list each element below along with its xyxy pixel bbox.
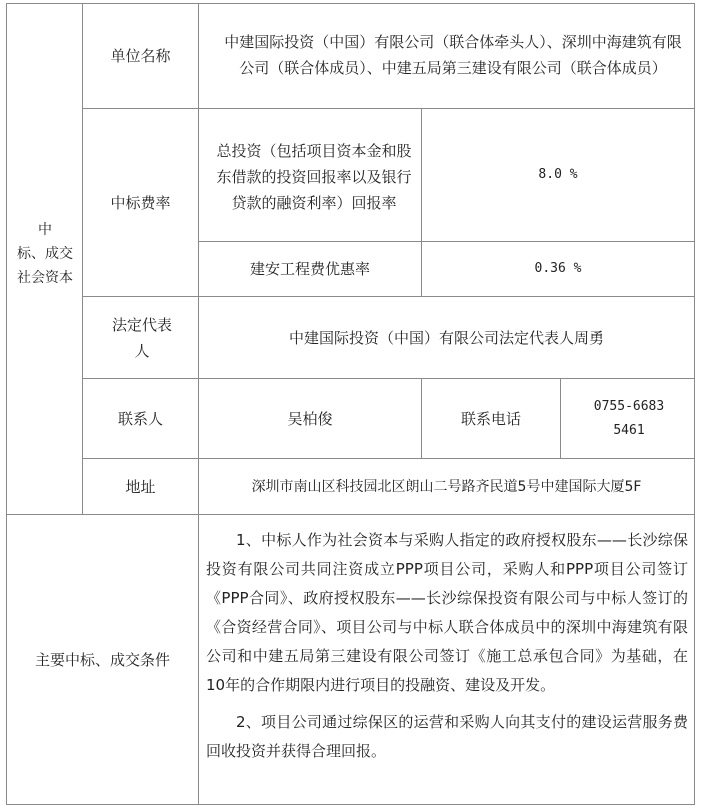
address-value: 深圳市南山区科技园北区朗山二号路齐民道5号中建国际大厦5F <box>251 478 642 495</box>
unit-name-value: 中建国际投资（中国）有限公司（联合体牵头人）、深圳中海建筑有限公司（联合体成员）、中建五局第三建设有限公司（联合体成员） <box>224 33 682 77</box>
total-investment-return-value: 8.0 % <box>538 167 578 182</box>
bid-rate-label: 中标费率 <box>110 193 171 212</box>
condition-paragraph-2: 2、项目公司通过综保区的运营和采购人向其支付的建设运营服务费回收投资并获得合理回报。 <box>206 713 688 760</box>
contact-name: 吴柏俊 <box>287 409 333 428</box>
table-border-bottom <box>6 804 695 805</box>
unit-name-label: 单位名称 <box>110 47 171 65</box>
construction-discount-label: 建安工程费优惠率 <box>249 260 370 278</box>
condition-paragraph-1: 1、中标人作为社会资本与采购人指定的政府授权股东——长沙综保投资有限公司共同注资成立PPP项目公司，采购人和PPP项目公司签订《PPP合同》、政府授权股东——长沙综保投资有限公司与中标人签订的《合资经营合同》、项目公司与中标人联合体成员中的深圳中海建筑有限公司和中建五局第三建设有限公司签订《施工总承包合同》为基础，在10年的合作期限内进行项目的投融资、建设及开发。 <box>206 531 688 694</box>
main-conditions-text <box>206 526 688 766</box>
phone-value: 0755-66835461 <box>593 398 665 438</box>
construction-discount-value: 0.36 % <box>534 261 582 276</box>
phone-label: 联系电话 <box>460 409 521 428</box>
address-label: 地址 <box>125 477 156 496</box>
main-conditions-label: 主要中标、成交条件 <box>34 650 170 669</box>
legal-rep-label: 法定代表人 <box>112 315 173 360</box>
table-border-right <box>694 3 695 805</box>
col-divider-contact-2 <box>560 378 561 459</box>
total-investment-return-label: 总投资（包括项目资本金和股东借款的投资回报率以及银行贷款的融资利率）回报率 <box>216 142 412 212</box>
winning-bid-social-capital-label: 中 标、成交 社会资本 <box>17 222 73 286</box>
contact-label: 联系人 <box>117 409 163 428</box>
legal-rep-value: 中建国际投资（中国）有限公司法定代表人周勇 <box>288 328 604 347</box>
